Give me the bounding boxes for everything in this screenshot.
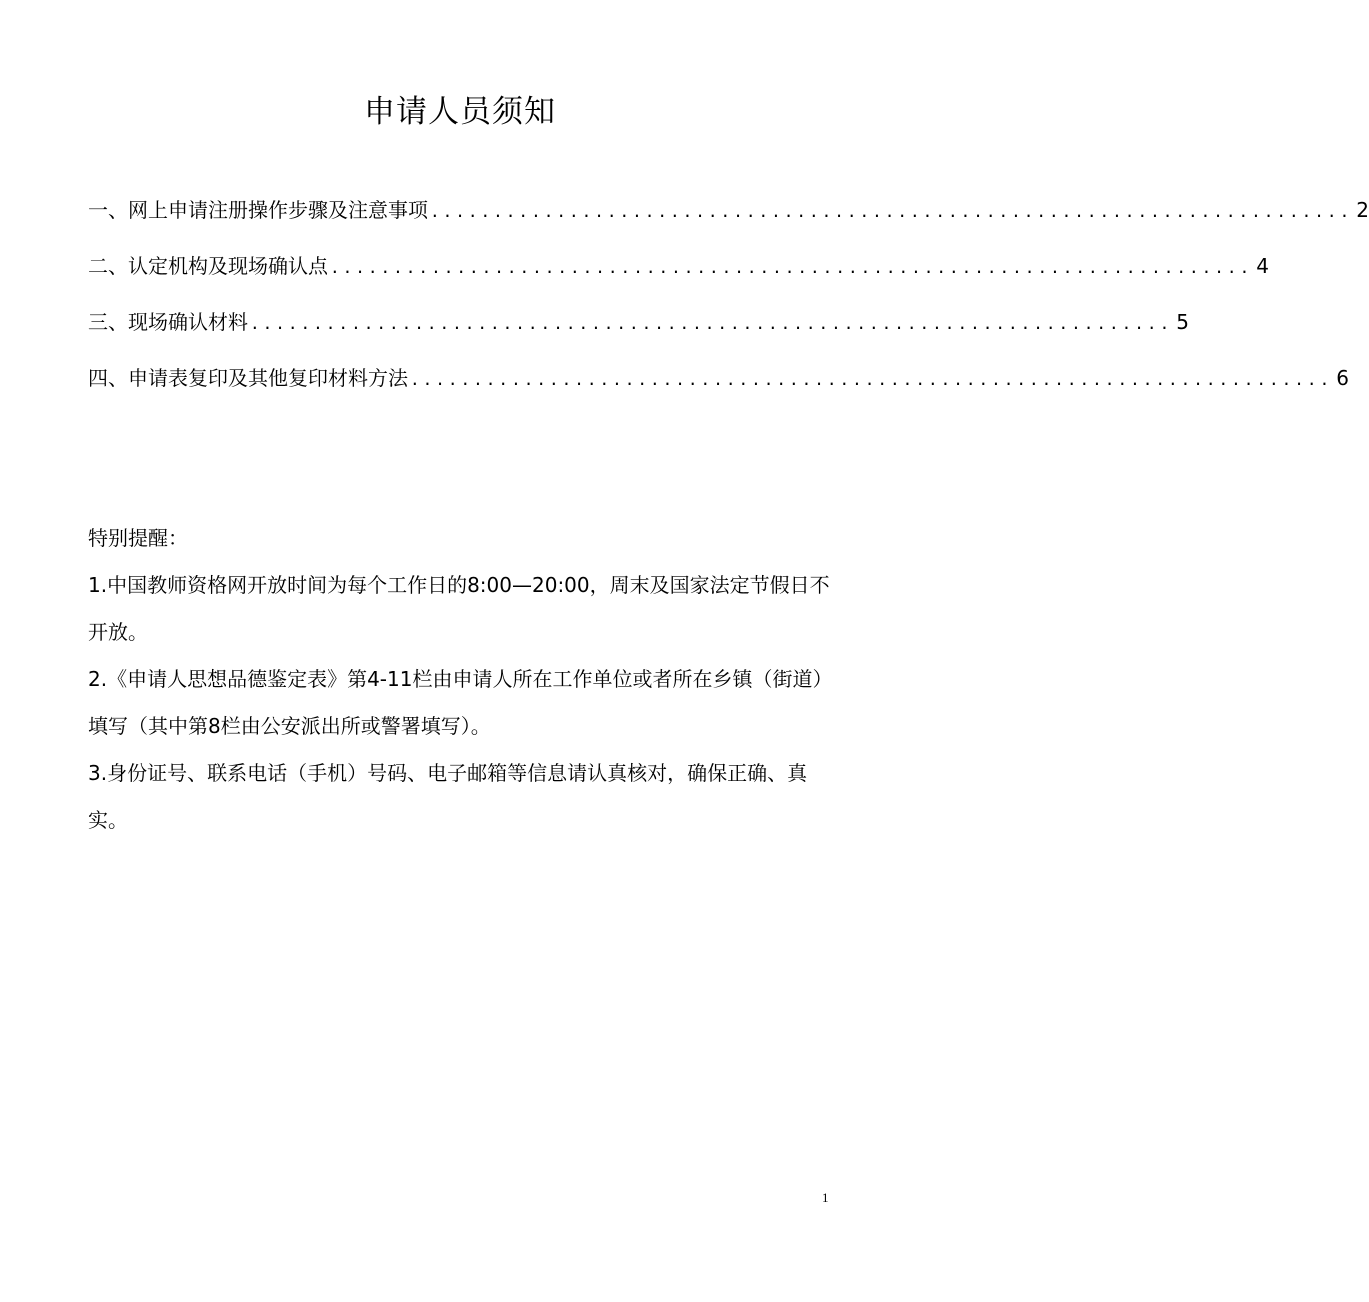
toc-dot-leader: ......................................................................... — [250, 314, 1173, 333]
reminder-heading: 特别提醒： — [88, 526, 188, 550]
toc-dot-leader: ......................................................................... — [410, 370, 1333, 389]
toc-entry-page: 2 — [1356, 198, 1369, 222]
toc-entry[interactable] — [88, 302, 1189, 358]
toc-entry-label: 四、申请表复印及其他复印材料方法 — [88, 366, 408, 390]
toc-entry[interactable] — [88, 358, 1349, 414]
footer-page-number: 1 — [822, 1190, 829, 1205]
reminder-item: 2.《申请人思想品德鉴定表》第4-11栏由申请人所在工作单位或者所在乡镇（街道）填写（其中第8栏由公安派出所或警署填写）。 — [88, 667, 833, 738]
toc-entry-page: 4 — [1256, 254, 1269, 278]
toc-entry-label: 一、网上申请注册操作步骤及注意事项 — [88, 198, 428, 222]
table-of-contents — [88, 190, 1369, 414]
toc-entry-page: 6 — [1336, 366, 1349, 390]
toc-entry[interactable] — [88, 246, 1269, 302]
page-title: 申请人员须知 — [364, 94, 556, 130]
toc-dot-leader: ......................................................................... — [430, 202, 1353, 221]
toc-dot-leader: ......................................................................... — [330, 258, 1253, 277]
toc-entry-label: 二、认定机构及现场确认点 — [88, 254, 328, 278]
toc-entry[interactable] — [88, 190, 1369, 246]
toc-entry-page: 5 — [1176, 310, 1189, 334]
toc-entry-label: 三、现场确认材料 — [88, 310, 248, 334]
reminder-item: 3.身份证号、联系电话（手机）号码、电子邮箱等信息请认真核对，确保正确、真实。 — [88, 761, 808, 832]
reminder-item: 1.中国教师资格网开放时间为每个工作日的8:00—20:00，周末及国家法定节假日不开放。 — [88, 573, 830, 644]
special-reminder-section — [88, 515, 834, 844]
